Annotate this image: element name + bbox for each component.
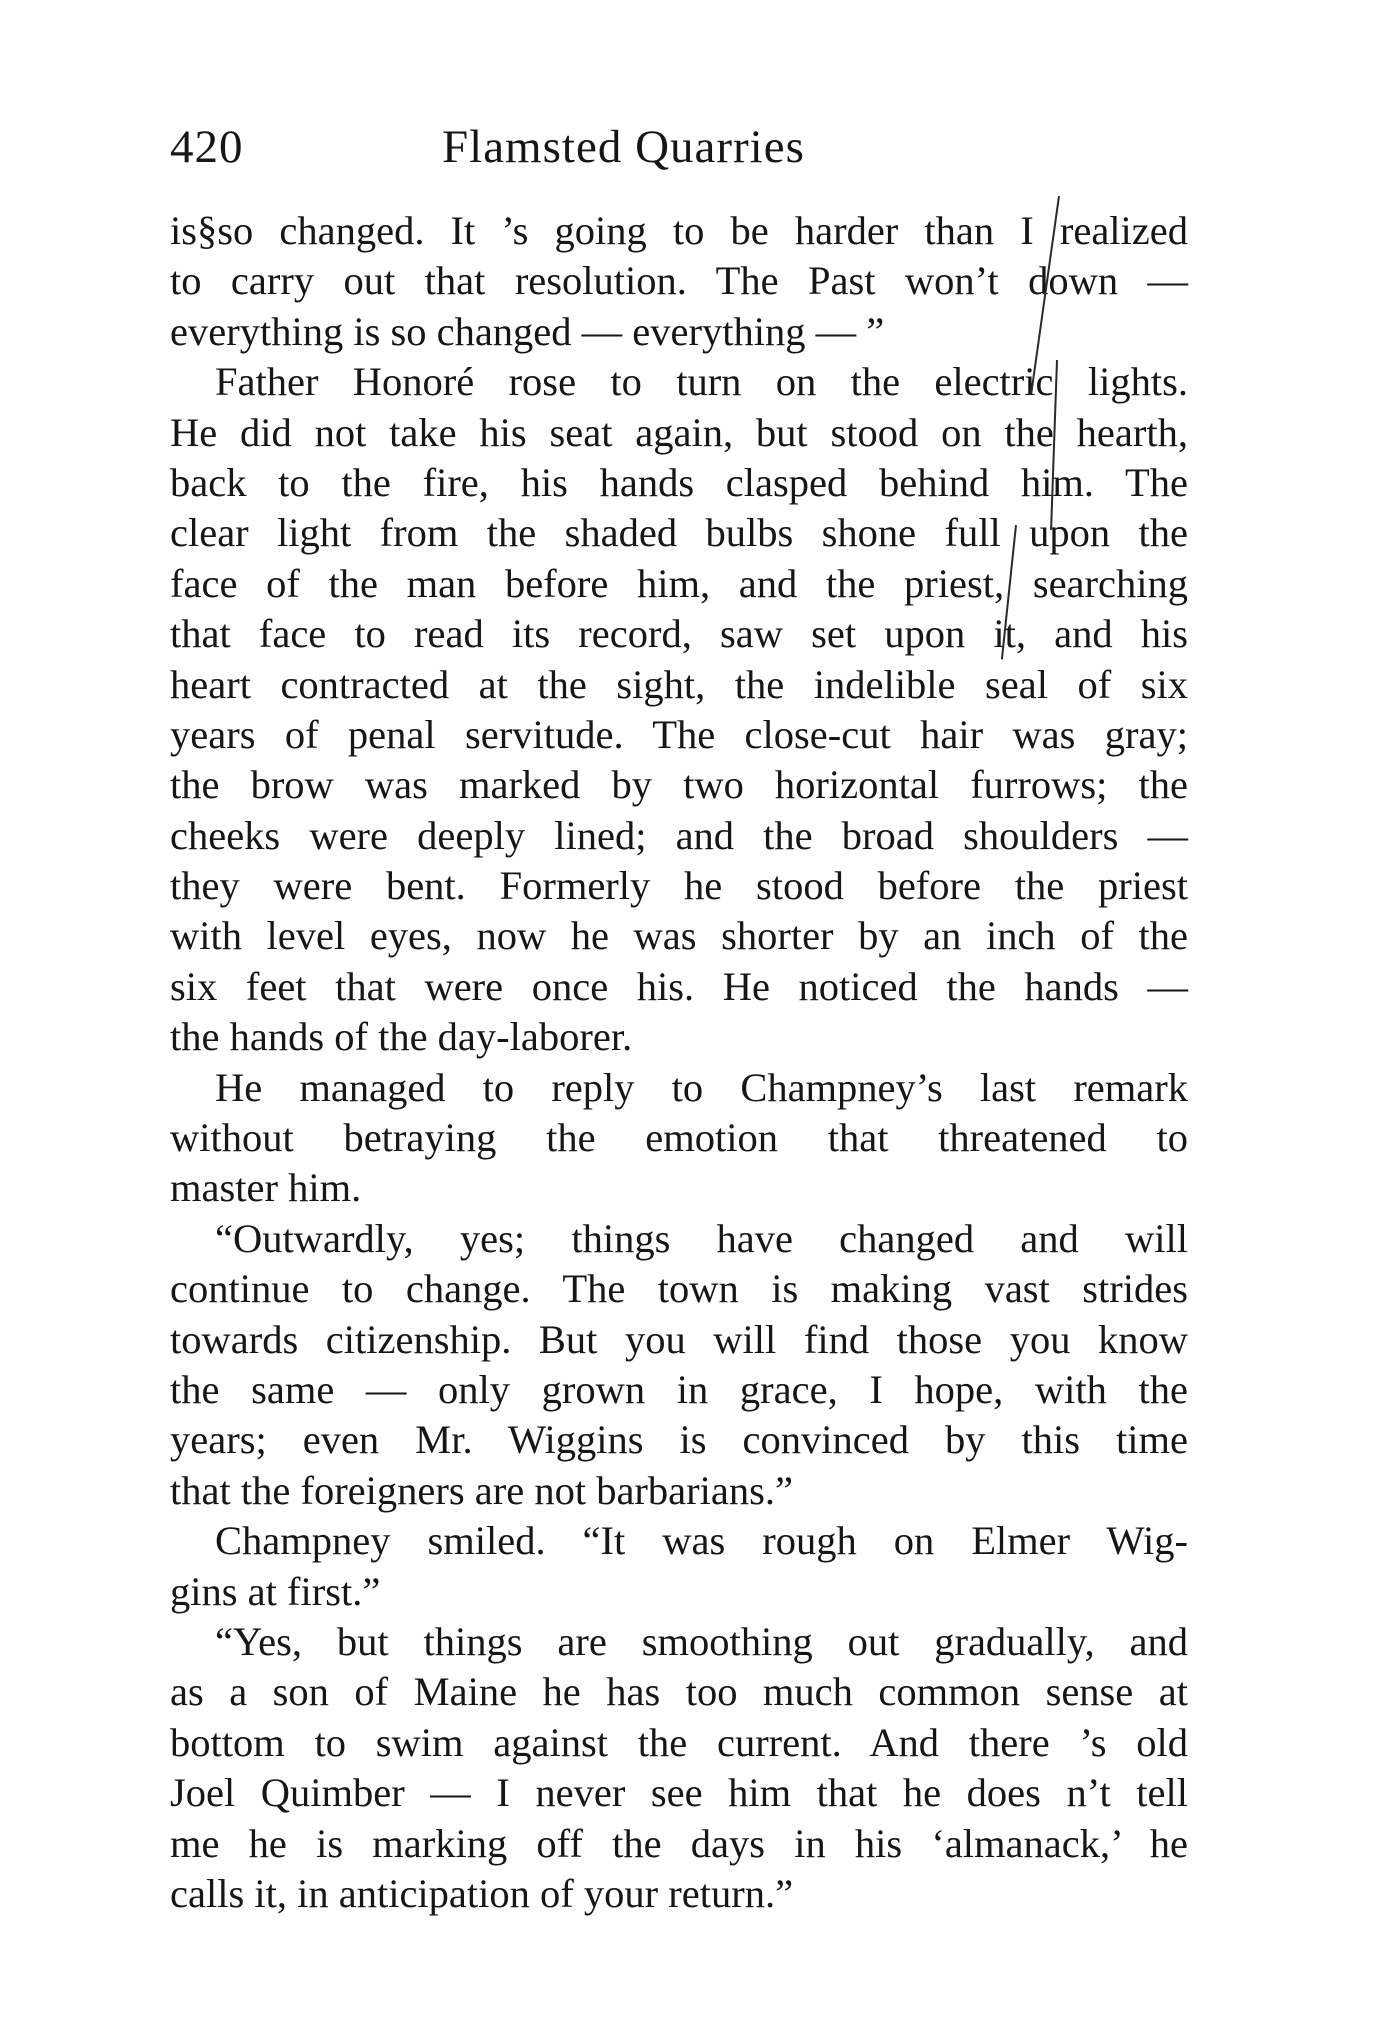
- text-line: that the foreigners are not barbarians.”: [170, 1467, 793, 1513]
- text-line: the hands of the day-laborer.: [170, 1014, 633, 1060]
- text-line: cheeks were deeply lined; and the broad shoulders —: [170, 812, 1188, 858]
- running-title: Flamsted Quarries: [442, 121, 805, 173]
- text-line: the brow was marked by two horizontal furrows; the: [170, 762, 1188, 808]
- text-line: continue to change. The town is making vast strides: [170, 1266, 1188, 1312]
- body-text: [170, 206, 1188, 1919]
- text-line: with level eyes, now he was shorter by an inch of the: [170, 913, 1188, 959]
- text-line: back to the fire, his hands clasped behind him. The: [170, 459, 1188, 505]
- text-line: everything is so changed — everything — ”: [170, 308, 885, 354]
- text-line: Father Honoré rose to turn on the electric lights.: [215, 359, 1188, 405]
- text-line: face of the man before him, and the priest, searching: [170, 560, 1188, 606]
- text-line: that face to read its record, saw set upon it, and his: [170, 611, 1188, 657]
- text-line: years; even Mr. Wiggins is convinced by this time: [170, 1417, 1188, 1463]
- text-line: without betraying the emotion that threatened to: [170, 1115, 1188, 1161]
- text-line: “Yes, but things are smoothing out gradually, and: [215, 1618, 1188, 1664]
- text-line: me he is marking off the days in his ‘almanack,’ he: [170, 1820, 1188, 1866]
- text-line: they were bent. Formerly he stood before the priest: [170, 863, 1188, 909]
- text-line: master him.: [170, 1165, 362, 1211]
- text-line: Joel Quimber — I never see him that he does n’t tell: [170, 1770, 1188, 1816]
- text-line: heart contracted at the sight, the indelible seal of six: [170, 661, 1188, 707]
- text-line: He did not take his seat again, but stood on the hearth,: [170, 409, 1188, 455]
- text-line: bottom to swim against the current. And there ’s old: [170, 1719, 1188, 1765]
- text-line: “Outwardly, yes; things have changed and will: [215, 1215, 1188, 1261]
- text-line: to carry out that resolution. The Past won’t down —: [170, 258, 1188, 304]
- text-line: towards citizenship. But you will find those you know: [170, 1316, 1188, 1362]
- text-line: is§so changed. It ’s going to be harder than I realized: [170, 208, 1188, 253]
- running-head: [170, 112, 1200, 182]
- text-line: six feet that were once his. He noticed the hands —: [170, 963, 1188, 1009]
- text-line: calls it, in anticipation of your return.”: [170, 1870, 794, 1916]
- text-line: He managed to reply to Champney’s last remark: [215, 1064, 1188, 1110]
- text-line: gins at first.”: [170, 1568, 381, 1614]
- text-line: as a son of Maine he has too much common sense at: [170, 1669, 1188, 1715]
- page-number: 420: [170, 121, 244, 173]
- text-line: clear light from the shaded bulbs shone full upon the: [170, 510, 1188, 556]
- text-line: Champney smiled. “It was rough on Elmer Wig-: [215, 1518, 1188, 1564]
- text-line: years of penal servitude. The close-cut hair was gray;: [170, 711, 1188, 757]
- text-line: the same — only grown in grace, I hope, with the: [170, 1366, 1188, 1412]
